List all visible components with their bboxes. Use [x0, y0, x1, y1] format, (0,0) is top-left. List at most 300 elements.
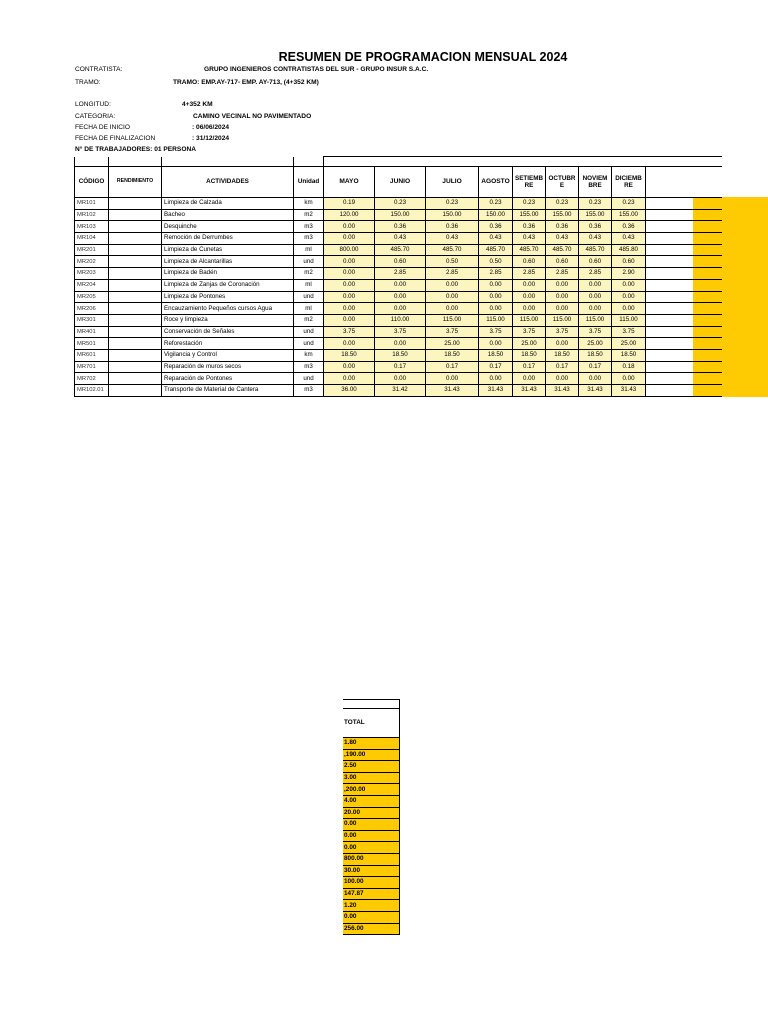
- cell-rendimiento: [109, 385, 162, 397]
- contratista-value: GRUPO INGENIEROS CONTRATISTAS DEL SUR - GRUPO INSUR S.A.C.: [204, 66, 429, 73]
- longitud-value: 4+352 KM: [182, 101, 213, 108]
- cell-unidad: m2: [294, 314, 324, 326]
- cell-unidad: und: [294, 256, 324, 268]
- cell-month-value: 0.23: [513, 198, 546, 210]
- cell-month-value: 0.00: [579, 303, 612, 315]
- table-row: [75, 385, 722, 397]
- total-row: [343, 795, 400, 807]
- cell-unidad: m3: [294, 233, 324, 245]
- cell-month-value: 0.36: [513, 221, 546, 233]
- contratista-label: CONTRATISTA:: [75, 66, 123, 73]
- total-column-table: [343, 699, 400, 935]
- cell-month-value: 0.60: [375, 256, 426, 268]
- spacer-cell: [162, 157, 294, 167]
- cell-unidad: m2: [294, 209, 324, 221]
- cell-month-value: 0.00: [324, 268, 375, 280]
- categoria-label: CATEGORIA:: [75, 113, 116, 120]
- trabajadores-text: N° DE TRABAJADORES: 01 PERSONA: [75, 146, 196, 153]
- total-value: 20.00: [343, 807, 400, 819]
- spacer-cell: [513, 157, 546, 167]
- cell-codigo: MR101: [75, 198, 109, 210]
- cell-month-value: 0.00: [513, 303, 546, 315]
- cell-month-value: 0.00: [324, 303, 375, 315]
- fecha-fin-value: : 31/12/2024: [192, 135, 230, 142]
- cell-month-value: 0.50: [426, 256, 479, 268]
- total-row: [343, 923, 400, 935]
- cell-month-value: 485.70: [479, 244, 513, 256]
- cell-codigo: MR202: [75, 256, 109, 268]
- table-row: [75, 373, 722, 385]
- cell-month-value: 120.00: [324, 209, 375, 221]
- total-value: 0.00: [343, 842, 400, 854]
- cell-month-value: 485.70: [546, 244, 579, 256]
- cell-month-value: 0.17: [546, 361, 579, 373]
- cell-month-value: 115.00: [513, 314, 546, 326]
- cell-codigo: MR204: [75, 279, 109, 291]
- col-header-julio: JULIO: [426, 167, 479, 198]
- cell-month-value: 2.85: [546, 268, 579, 280]
- cell-month-value: 0.23: [479, 198, 513, 210]
- table-row: [75, 326, 722, 338]
- cell-month-value: 0.00: [612, 279, 646, 291]
- cell-month-value: 485.80: [612, 244, 646, 256]
- cell-rendimiento: [109, 361, 162, 373]
- total-row: [343, 784, 400, 796]
- col-header-actividades: ACTIVIDADES: [162, 167, 294, 198]
- cell-month-value: 0.43: [479, 233, 513, 245]
- cell-month-value: 0.43: [426, 233, 479, 245]
- cell-month-value: 0.00: [612, 303, 646, 315]
- cell-month-value: 0.19: [324, 198, 375, 210]
- cell-rendimiento: [109, 209, 162, 221]
- cell-month-value: 2.85: [479, 268, 513, 280]
- cell-month-value: 485.70: [426, 244, 479, 256]
- cell-month-value: 115.00: [579, 314, 612, 326]
- cell-codigo: MR401: [75, 326, 109, 338]
- col-header-rendimiento: RENDIMIENTO: [109, 167, 162, 198]
- column-header-row: [75, 167, 722, 198]
- cell-total-cut: [646, 221, 722, 233]
- cell-codigo: MR103: [75, 221, 109, 233]
- col-header-mayo: MAYO: [324, 167, 375, 198]
- cell-month-value: 31.43: [426, 385, 479, 397]
- cell-month-value: 18.50: [324, 349, 375, 361]
- cell-total-cut: [646, 291, 722, 303]
- cell-month-value: 0.00: [612, 291, 646, 303]
- cell-month-value: 0.36: [375, 221, 426, 233]
- table-row: [75, 198, 722, 210]
- cell-month-value: 0.00: [546, 303, 579, 315]
- cell-rendimiento: [109, 233, 162, 245]
- cell-month-value: 0.00: [546, 338, 579, 350]
- cell-month-value: 18.50: [546, 349, 579, 361]
- cell-unidad: und: [294, 326, 324, 338]
- col-header-noviembre: NOVIEM BRE: [579, 167, 612, 198]
- cell-rendimiento: [109, 256, 162, 268]
- cell-actividad: Reparación de Pontones: [162, 373, 294, 385]
- cell-month-value: 150.00: [426, 209, 479, 221]
- spacer-cell: [375, 157, 426, 167]
- cell-month-value: 0.60: [546, 256, 579, 268]
- table-row: [75, 338, 722, 350]
- total-value: ,200.00: [343, 784, 400, 796]
- cell-rendimiento: [109, 268, 162, 280]
- cell-unidad: m2: [294, 268, 324, 280]
- cell-actividad: Desquinche: [162, 221, 294, 233]
- table-row: [75, 221, 722, 233]
- table-row: [75, 233, 722, 245]
- cell-month-value: 3.75: [479, 326, 513, 338]
- cell-codigo: MR702: [75, 373, 109, 385]
- cell-month-value: 0.00: [426, 373, 479, 385]
- cell-month-value: 0.43: [579, 233, 612, 245]
- cell-month-value: 31.43: [479, 385, 513, 397]
- total-row: [343, 749, 400, 761]
- col-header-agosto: AGOSTO: [479, 167, 513, 198]
- cell-actividad: Limpieza de Badén: [162, 268, 294, 280]
- table-row: [75, 291, 722, 303]
- cell-month-value: 150.00: [375, 209, 426, 221]
- cell-total-cut: [646, 209, 722, 221]
- cell-actividad: Transporte de Material de Cantera: [162, 385, 294, 397]
- cell-month-value: 25.00: [579, 338, 612, 350]
- col-header-unidad: Unidad: [294, 167, 324, 198]
- cell-rendimiento: [109, 244, 162, 256]
- cell-month-value: 0.00: [579, 373, 612, 385]
- cell-month-value: 31.43: [513, 385, 546, 397]
- cell-month-value: 3.75: [579, 326, 612, 338]
- total-row: [343, 900, 400, 912]
- cell-total-cut: [646, 279, 722, 291]
- cell-month-value: 0.00: [375, 303, 426, 315]
- cell-total-cut: [646, 373, 722, 385]
- longitud-label: LONGITUD:: [75, 101, 111, 108]
- cell-rendimiento: [109, 314, 162, 326]
- col-header-total-cut: [646, 167, 722, 198]
- cell-month-value: 0.00: [426, 303, 479, 315]
- cell-month-value: 0.00: [375, 338, 426, 350]
- cell-month-value: 0.00: [546, 291, 579, 303]
- cell-month-value: 0.00: [579, 291, 612, 303]
- cell-month-value: 0.36: [612, 221, 646, 233]
- cell-month-value: 0.18: [612, 361, 646, 373]
- cell-month-value: 155.00: [579, 209, 612, 221]
- fecha-fin-label: FECHA DE FINALIZACION: [75, 135, 156, 142]
- col-header-setiembre: SETIEMB RE: [513, 167, 546, 198]
- cell-unidad: ml: [294, 279, 324, 291]
- cell-total-cut: [646, 338, 722, 350]
- cell-month-value: 0.00: [546, 279, 579, 291]
- cell-month-value: 0.00: [324, 221, 375, 233]
- cell-month-value: 0.43: [546, 233, 579, 245]
- cell-month-value: 2.85: [513, 268, 546, 280]
- col-header-diciembre: DICIEMB RE: [612, 167, 646, 198]
- cell-codigo: MR102.01: [75, 385, 109, 397]
- cell-month-value: 0.00: [324, 233, 375, 245]
- cell-actividad: Vigilancia y Control: [162, 349, 294, 361]
- total-row: [343, 865, 400, 877]
- spacer-cell: [75, 157, 109, 167]
- cell-codigo: MR301: [75, 314, 109, 326]
- cell-month-value: 0.00: [479, 373, 513, 385]
- cell-unidad: m3: [294, 221, 324, 233]
- total-row: [343, 842, 400, 854]
- cell-month-value: 0.00: [513, 279, 546, 291]
- cell-month-value: 0.17: [426, 361, 479, 373]
- cell-total-cut: [646, 233, 722, 245]
- spacer-cell: [646, 157, 722, 167]
- cell-month-value: 0.00: [375, 373, 426, 385]
- cell-total-cut: [646, 198, 722, 210]
- cell-actividad: Roce y limpieza: [162, 314, 294, 326]
- total-value: 147.87: [343, 888, 400, 900]
- cell-month-value: 0.23: [375, 198, 426, 210]
- cell-month-value: 31.42: [375, 385, 426, 397]
- cell-month-value: 155.00: [612, 209, 646, 221]
- tramo-label: TRAMO:: [75, 79, 101, 86]
- cell-month-value: 115.00: [546, 314, 579, 326]
- cell-month-value: 0.23: [426, 198, 479, 210]
- cell-unidad: km: [294, 349, 324, 361]
- page-title: RESUMEN DE PROGRAMACION MENSUAL 2024: [278, 50, 568, 64]
- cell-month-value: 0.17: [513, 361, 546, 373]
- cell-month-value: 0.17: [579, 361, 612, 373]
- cell-month-value: 0.43: [375, 233, 426, 245]
- cell-actividad: Limpieza de Calzada: [162, 198, 294, 210]
- total-value: 0.00: [343, 830, 400, 842]
- cell-unidad: und: [294, 338, 324, 350]
- spacer-cell: [426, 157, 479, 167]
- cell-month-value: 115.00: [479, 314, 513, 326]
- cell-month-value: 485.70: [375, 244, 426, 256]
- total-value: 0.00: [343, 819, 400, 831]
- cell-month-value: 18.50: [426, 349, 479, 361]
- col-header-codigo: CÓDIGO: [75, 167, 109, 198]
- cell-month-value: 3.75: [513, 326, 546, 338]
- cell-month-value: 2.85: [426, 268, 479, 280]
- cell-codigo: MR206: [75, 303, 109, 315]
- spacer-cell: [294, 157, 324, 167]
- cell-month-value: 31.43: [612, 385, 646, 397]
- table-row: [75, 209, 722, 221]
- cell-month-value: 115.00: [426, 314, 479, 326]
- total-value: 0.00: [343, 911, 400, 923]
- total-value: 1.80: [343, 738, 400, 750]
- cell-total-cut: [646, 385, 722, 397]
- cell-month-value: 0.00: [324, 291, 375, 303]
- cell-month-value: 0.00: [324, 361, 375, 373]
- spacer-cell: [546, 157, 579, 167]
- cell-month-value: 25.00: [426, 338, 479, 350]
- total-value: 800.00: [343, 853, 400, 865]
- total-value: 1.20: [343, 900, 400, 912]
- cell-month-value: 25.00: [612, 338, 646, 350]
- cell-month-value: 800.00: [324, 244, 375, 256]
- total-header-row: [343, 709, 400, 738]
- cell-month-value: 0.00: [579, 279, 612, 291]
- cell-month-value: 0.43: [513, 233, 546, 245]
- cell-month-value: 25.00: [513, 338, 546, 350]
- cell-actividad: Limpieza de Zanjas de Coronación: [162, 279, 294, 291]
- cell-month-value: 155.00: [546, 209, 579, 221]
- cell-month-value: 0.23: [546, 198, 579, 210]
- cell-month-value: 0.43: [612, 233, 646, 245]
- cell-month-value: 0.00: [546, 373, 579, 385]
- cell-month-value: 3.75: [426, 326, 479, 338]
- cell-month-value: 0.00: [479, 291, 513, 303]
- cell-codigo: MR201: [75, 244, 109, 256]
- cell-codigo: MR104: [75, 233, 109, 245]
- cell-month-value: 0.00: [324, 279, 375, 291]
- cell-month-value: 485.70: [513, 244, 546, 256]
- cell-month-value: 31.43: [579, 385, 612, 397]
- cell-month-value: 0.00: [375, 279, 426, 291]
- cell-total-cut: [646, 361, 722, 373]
- cell-unidad: und: [294, 373, 324, 385]
- cell-month-value: 0.17: [479, 361, 513, 373]
- cell-actividad: Limpieza de Pontones: [162, 291, 294, 303]
- spacer-cell: [612, 157, 646, 167]
- cell-actividad: Remoción de Derrumbes: [162, 233, 294, 245]
- cell-month-value: 0.36: [479, 221, 513, 233]
- cell-total-cut: [646, 314, 722, 326]
- cell-month-value: 0.00: [513, 373, 546, 385]
- cell-month-value: 0.00: [426, 279, 479, 291]
- cell-unidad: ml: [294, 303, 324, 315]
- cell-total-cut: [646, 326, 722, 338]
- cell-month-value: 0.17: [375, 361, 426, 373]
- cell-rendimiento: [109, 338, 162, 350]
- total-spacer-row: [343, 700, 400, 709]
- total-row: [343, 772, 400, 784]
- cell-month-value: 0.00: [375, 291, 426, 303]
- categoria-value: CAMINO VECINAL NO PAVIMENTADO: [193, 113, 312, 120]
- cell-codigo: MR102: [75, 209, 109, 221]
- spacer-cell: [343, 700, 400, 709]
- table-row: [75, 244, 722, 256]
- cell-unidad: m3: [294, 385, 324, 397]
- cell-actividad: Encauzamiento Pequeños cursos Agua: [162, 303, 294, 315]
- table-row: [75, 349, 722, 361]
- cell-month-value: 0.00: [324, 256, 375, 268]
- fecha-inicio-label: FECHA DE INICIO: [75, 124, 130, 131]
- cell-month-value: 0.00: [479, 303, 513, 315]
- cell-month-value: 0.00: [513, 291, 546, 303]
- total-value: 4.00: [343, 795, 400, 807]
- cell-month-value: 18.50: [479, 349, 513, 361]
- spacer-cell: [579, 157, 612, 167]
- total-value: 256.00: [343, 923, 400, 935]
- tramo-value: TRAMO: EMP.AY-717- EMP. AY-713, (4+352 KM): [173, 79, 319, 86]
- cell-month-value: 36.00: [324, 385, 375, 397]
- cell-rendimiento: [109, 326, 162, 338]
- cell-unidad: und: [294, 291, 324, 303]
- cell-month-value: 0.00: [324, 314, 375, 326]
- cell-unidad: km: [294, 198, 324, 210]
- header-spacer-row: [75, 157, 722, 167]
- table-row: [75, 268, 722, 280]
- cell-month-value: 0.00: [479, 279, 513, 291]
- cell-month-value: 3.75: [546, 326, 579, 338]
- cell-month-value: 155.00: [513, 209, 546, 221]
- cell-month-value: 0.36: [579, 221, 612, 233]
- total-row: [343, 830, 400, 842]
- programacion-table: [74, 156, 722, 397]
- cell-month-value: 18.50: [579, 349, 612, 361]
- cell-month-value: 0.00: [324, 373, 375, 385]
- cell-total-cut: [646, 256, 722, 268]
- cell-codigo: MR205: [75, 291, 109, 303]
- cell-month-value: 0.60: [579, 256, 612, 268]
- total-row: [343, 911, 400, 923]
- cell-total-cut: [646, 349, 722, 361]
- cell-actividad: Reparación de muros secos: [162, 361, 294, 373]
- cell-month-value: 485.70: [579, 244, 612, 256]
- total-row: [343, 888, 400, 900]
- cell-month-value: 18.50: [513, 349, 546, 361]
- cell-total-cut: [646, 303, 722, 315]
- cell-rendimiento: [109, 198, 162, 210]
- cell-month-value: 0.23: [579, 198, 612, 210]
- cell-month-value: 110.00: [375, 314, 426, 326]
- spacer-cell: [109, 157, 162, 167]
- cell-rendimiento: [109, 303, 162, 315]
- total-row: [343, 819, 400, 831]
- cell-unidad: m3: [294, 361, 324, 373]
- cell-actividad: Limpieza de Cunetas: [162, 244, 294, 256]
- cell-month-value: 0.36: [546, 221, 579, 233]
- cell-month-value: 115.00: [612, 314, 646, 326]
- col-header-junio: JUNIO: [375, 167, 426, 198]
- cell-rendimiento: [109, 291, 162, 303]
- table-row: [75, 314, 722, 326]
- cell-month-value: 2.85: [375, 268, 426, 280]
- cell-month-value: 18.50: [375, 349, 426, 361]
- table-row: [75, 361, 722, 373]
- total-value: 2.50: [343, 761, 400, 773]
- cell-unidad: ml: [294, 244, 324, 256]
- total-row: [343, 761, 400, 773]
- total-row: [343, 738, 400, 750]
- fecha-inicio-value: : 06/06/2024: [192, 124, 230, 131]
- cell-month-value: 2.90: [612, 268, 646, 280]
- total-value: ,190.00: [343, 749, 400, 761]
- cell-month-value: 0.23: [612, 198, 646, 210]
- spacer-cell: [324, 157, 375, 167]
- cell-month-value: 2.85: [579, 268, 612, 280]
- cell-actividad: Limpieza de Alcantarillas: [162, 256, 294, 268]
- cell-rendimiento: [109, 373, 162, 385]
- cell-month-value: 31.43: [546, 385, 579, 397]
- total-value: 3.00: [343, 772, 400, 784]
- cell-month-value: 0.00: [426, 291, 479, 303]
- cell-actividad: Conservación de Señales: [162, 326, 294, 338]
- cell-month-value: 150.00: [479, 209, 513, 221]
- cell-month-value: 18.50: [612, 349, 646, 361]
- total-row: [343, 853, 400, 865]
- cell-rendimiento: [109, 349, 162, 361]
- total-row: [343, 877, 400, 889]
- cell-month-value: 3.75: [375, 326, 426, 338]
- cell-month-value: 3.75: [324, 326, 375, 338]
- cell-actividad: Bacheo: [162, 209, 294, 221]
- table-row: [75, 256, 722, 268]
- cell-actividad: Reforestación: [162, 338, 294, 350]
- total-value: 100.00: [343, 877, 400, 889]
- cell-month-value: 3.75: [612, 326, 646, 338]
- cell-month-value: 0.60: [612, 256, 646, 268]
- cell-total-cut: [646, 244, 722, 256]
